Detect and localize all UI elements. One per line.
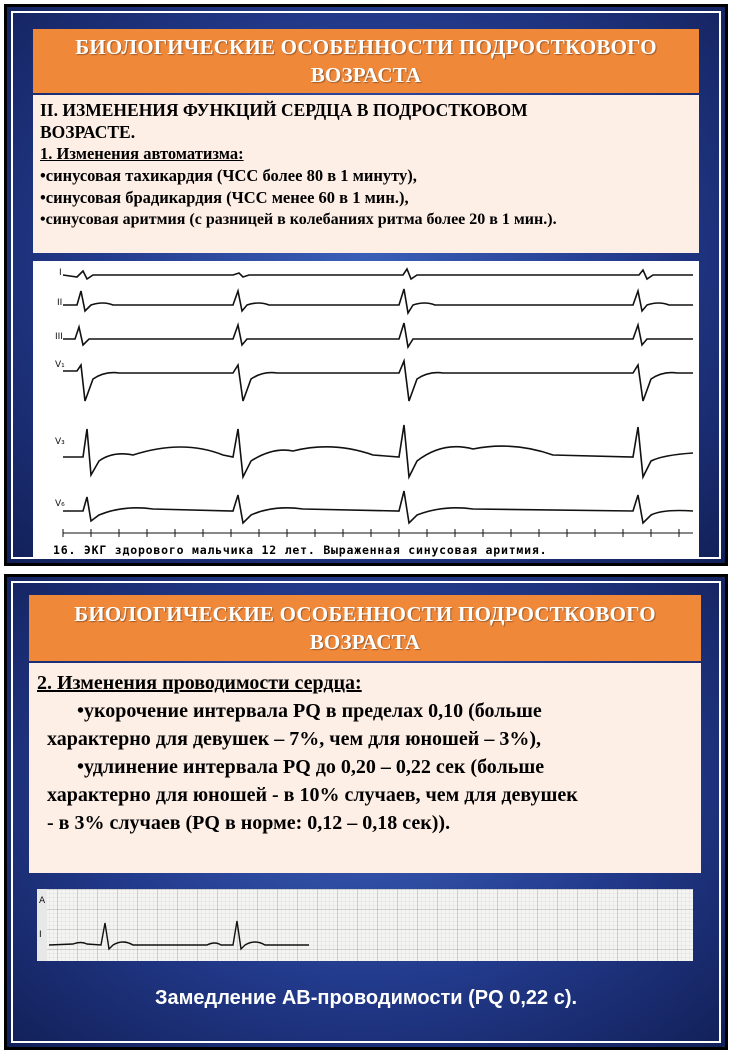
ecg-strip-svg — [37, 889, 693, 961]
bullet-pq-short: •укорочение интервала PQ в пределах 0,10 (больше — [77, 700, 542, 722]
text-panel — [33, 95, 699, 253]
slide-title-line1: БИОЛОГИЧЕСКИЕ ОСОБЕННОСТИ ПОДРОСТКОВОГО — [75, 35, 657, 59]
ecg-grid — [47, 889, 693, 961]
bullet-pq-long-cont: характерно для юношей - в 10% случаев, чем для девушек — [47, 784, 578, 806]
ecg-traces — [33, 261, 699, 541]
strip-caption: Замедление АВ-проводимости (PQ 0,22 с). — [154, 987, 578, 1009]
section-heading-line1: II. ИЗМЕНЕНИЯ ФУНКЦИЙ СЕРДЦА В ПОДРОСТКОВОМ — [40, 100, 528, 120]
lead-label: III — [55, 332, 63, 342]
ecg-trace-lead-v6 — [63, 491, 693, 523]
bullet-bradycardia: •синусовая брадикардия (ЧСС менее 60 в 1 мин.), — [40, 188, 409, 207]
bullet-tachycardia: •синусовая тахикардия (ЧСС более 80 в 1 минуту), — [40, 166, 417, 185]
ecg-trace-lead-v1 — [63, 361, 693, 401]
slide-automatism — [4, 4, 728, 566]
lead-label: I — [59, 268, 62, 278]
bullet-pq-long: •удлинение интервала PQ до 0,20 – 0,22 сек (больше — [77, 756, 545, 778]
slide-title-line2: ВОЗРАСТА — [310, 63, 422, 87]
lead-label: V₆ — [55, 499, 65, 509]
text-panel — [29, 663, 701, 873]
lead-label: V₁ — [55, 360, 65, 370]
slide-title — [29, 595, 701, 661]
slide-title-line1: БИОЛОГИЧЕСКИЕ ОСОБЕННОСТИ ПОДРОСТКОВОГО — [74, 602, 656, 626]
slide-title-line2: ВОЗРАСТА — [309, 630, 421, 654]
ecg-figure — [33, 261, 699, 559]
subheading: 1. Изменения автоматизма: — [40, 144, 244, 163]
ecg-trace-lead-ii — [63, 289, 693, 313]
slide-conduction — [4, 574, 728, 1050]
ecg-strip — [37, 889, 693, 961]
ecg-caption: 16. ЭКГ здорового мальчика 12 лет. Выраженная синусовая аритмия. — [53, 543, 548, 557]
bullet-pq-long-cont2: - в 3% случаев (PQ в норме: 0,12 – 0,18 сек)). — [47, 812, 451, 834]
strip-label: A — [39, 896, 46, 906]
strip-label: I — [39, 930, 42, 940]
section-heading-line2: ВОЗРАСТЕ. — [40, 122, 136, 142]
bullet-pq-short-cont: характерно для девушек – 7%, чем для юношей – 3%), — [47, 728, 541, 750]
lead-label: V₃ — [55, 437, 65, 447]
conduction-heading: 2. Изменения проводимости сердца: — [37, 672, 362, 694]
slide-title — [33, 29, 699, 93]
bullet-arrhythmia: •синусовая аритмия (с разницей в колебаниях ритма более 20 в 1 мин.). — [40, 211, 557, 228]
lead-label: II — [57, 298, 63, 308]
ecg-trace-lead-iii — [63, 323, 693, 347]
ecg-trace-lead-i — [63, 269, 693, 279]
ecg-trace-lead-v3 — [63, 425, 693, 477]
